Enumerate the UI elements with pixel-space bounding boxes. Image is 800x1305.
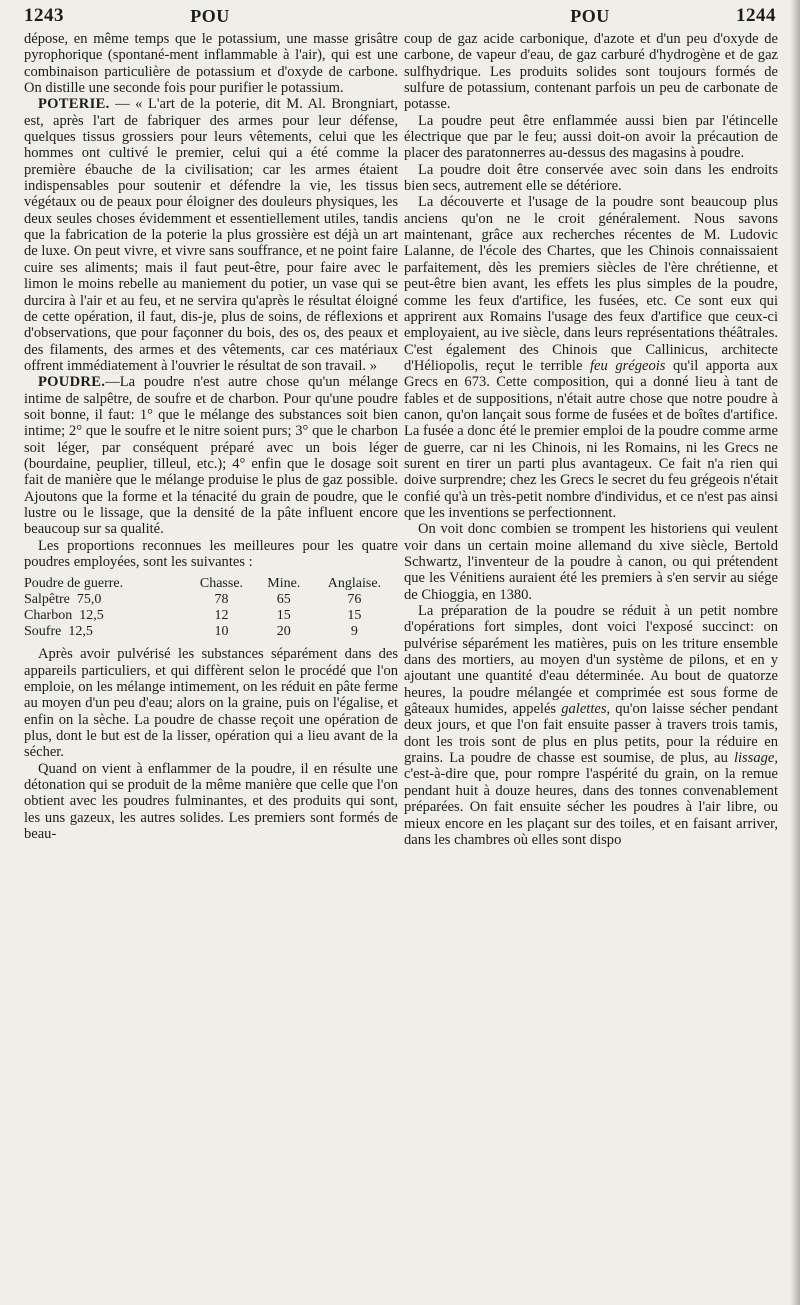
- page-edge-shadow: [790, 0, 800, 1305]
- table-cell-label: [24, 608, 186, 624]
- paragraph-decouverte-a: La découverte et l'usage de la poudre sont beaucoup plus anciens qu'on ne le croit généralement. Nous savons maintenant, grâce aux recherches récentes de M. Ludovic Lalanne, de l'école des Chartes, que les Chinois connaissaient parfaitement, dès les premiers siècles de l'ère chrétienne, et peut-être bien avant, les effets les plus simples de la poudre, comme les feux d'artifice, les fusées, etc. Ce sont eux qui apprirent aux Romains l'usage des feux d'artifice que ceux-ci employaient, au ive siècle, dans leurs représentations théâtrales. C'est également des Chinois que Callinicus, architecte d'Héliopolis, reçut le terrible: [404, 194, 778, 374]
- table-row: [24, 624, 398, 640]
- running-head-right: [404, 4, 776, 28]
- running-title-right: POU: [570, 5, 610, 26]
- paragraph-preparation-a: La préparation de la poudre se réduit à un petit nombre d'opérations fort simples, dont voici l'exposé succinct: on pulvérise séparément les matières, puis on les triture ensemble dans des mortiers, au moyen d'un système de pilons, et en y ajoutant une quantité d'eau déterminée. Au bout de quatorze heures, la poudre mélangée et comprimée est sous forme de gâteaux humides, appelés: [404, 603, 778, 718]
- table-cell-label: [24, 592, 186, 608]
- left-column: [24, 31, 398, 842]
- table-cell: 78: [214, 592, 229, 608]
- paragraph-quand: Quand on vient à enflammer de la poudre, il en résulte une détonation qui se produit de la même manière que celle que l'on obtient avec les poudres fulminantes, et des produits qui sont, les uns gazeux, les autres solides. Les premiers sont formés de beau-: [24, 760, 398, 843]
- headword-poudre: POUDRE.: [38, 374, 106, 391]
- paragraph-apres: Après avoir pulvérisé les substances séparément dans des appareils particuliers, et qui diffèrent selon le procédé que l'on emploie, on les mélange intimement, on les réduit en pâte ferme au moyen d'un peu d'eau; alors on la graine, puis on l'égalise, et enfin on la sèche. La poudre de chasse reçoit une opération de plus, dont le but est de la lisser, opération qui a lieu avant de la sécher.: [24, 646, 398, 761]
- paragraph-proportions: Les proportions reconnues les meilleures pour les quatre poudres employées, sont les suivantes :: [24, 537, 398, 570]
- paragraph-preparation-c: , c'est-à-dire que, pour rompre l'aspérité du grain, on la remue pendant huit à douze heures, dans des tonnes convenablement préparées. On fait ensuite sécher les poudres à l'air libre, ou mieux encore en les plaçant sur des toiles, et en faisant arriver, dans les chambres où elles sont dispo: [404, 750, 778, 848]
- entry-poudre: [24, 374, 398, 537]
- table-row: [24, 592, 398, 608]
- running-title-left: POU: [190, 5, 230, 26]
- paragraph-decouverte-b: qu'il apporta aux Grecs en 673. Cette composition, qui a donné lieu à tant de fables et de suppositions, n'était autre chose que notre poudre à canon, qu'on lançait sous forme de fusées et de boîtes d'artifice. La fusée a donc été le premier emploi de la poudre comme arme de guerre, car ni les Chinois, ni les Romains, ni les Grecs ne surent en tirer un parti plus avantageux. Ce fait n'a rien qui doive surprendre; chez les Grecs le secret du feu grégeois n'était confié qu'à un très-petit nombre d'individus, et ce n'est pas ainsi que les inventions se perfectionnent.: [404, 357, 779, 521]
- row-label: Charbon: [24, 608, 73, 624]
- table-cell: 15: [347, 608, 362, 624]
- table-cell: 12: [214, 608, 229, 624]
- paragraph-gaz: coup de gaz acide carbonique, d'azote et d'un peu d'oxyde de carbone, de vapeur d'eau, de gaz carburé d'hydrogène et de gaz sulfhydrique. Les produits solides sont toujours formés de sulfure de potassium, contenant parfois un peu de carbonate de potasse.: [404, 31, 778, 113]
- table-cell-label: [24, 624, 186, 640]
- paragraph-decouverte: [404, 194, 778, 521]
- row-label: Salpêtre: [24, 592, 70, 608]
- cell-value: 12,5: [79, 608, 104, 624]
- running-head-left: [24, 4, 396, 28]
- table-cell: 20: [276, 624, 291, 640]
- table-row: [24, 608, 398, 624]
- cell-value: 75,0: [76, 592, 102, 608]
- cell-value: 12,5: [68, 624, 93, 640]
- table-header-cell: Mine.: [267, 576, 301, 592]
- paragraph-preparation-b: , qu'on laisse sécher pendant deux jours, et que l'on fait ensuite passer à travers trois tamis, dont les trois sont de plus en plus petits, pour la réduire en grains. La poudre de chasse est soumise, de plus, au: [404, 701, 778, 767]
- page-number-right: 1244: [736, 5, 776, 26]
- entry-poudre-text: —La poudre n'est autre chose qu'un mélange intime de salpêtre, de soufre et de charbon. Pour qu'une poudre soit bonne, il faut: 1° que le mélange des substances soit bien intime; 2° que le soufre et le nitre soient purs; 3° que le charbon soit léger, par conséquent préparé avec un bois léger (bourdaine, peuplier, tilleul, etc.); 4° enfin que le dosage soit fait de manière que le mélange produise le plus de gaz possible. Ajoutons que la forme et la ténacité du grain de poudre, que le lustre ou le lissage, que la densité de la pâte influent encore beaucoup sur sa qualité.: [24, 374, 398, 538]
- table-header-cell: Chasse.: [199, 576, 244, 592]
- entry-poterie-text: — « L'art de la poterie, dit M. Al. Brongniart, est, après l'art de fabriquer des armes pour leur défense, quelques tissus grossiers pour leurs vêtements, celui que les hommes ont cultivé le premier, celui qui a été comme la première ébauche de la civilisation; car les armes étaient indispensables pour soutenir et défendre la vie, les tissus végétaux ou de peaux pour éloigner des douleurs physiques, les deux seules choses évidemment et essentiellement utiles, tandis que la fabrication de la poterie la plus grossière est déjà un art de luxe. On peut vivre, et vivre sans souffrance, et ne point faire cuire ses aliments; mais il faut peut-être, pour faire avec le limon le moins rebelle au maniement du potier, un vase qui se durcira à l'air et au feu, et ne servira qu'après le résultat éloigné de cette opération, il faut, dis-je, plus de soins, de réflexions et d'observations, que pour façonner du bois, des os, des peaux et des filaments, des armes et des vêtements, car ces matériaux offrent immédiatement à l'ouvrier le résultat de son travail. »: [24, 96, 398, 374]
- row-label: Soufre: [24, 624, 62, 640]
- right-column: [404, 31, 778, 848]
- paragraph-historiens: On voit donc combien se trompent les historiens qui veulent voir dans un certain moine allemand du xive siècle, Bertold Schwartz, l'inventeur de la poudre à canon, ou qui prétendent que les Vénitiens auraient été les premiers à s'en servir au siége de Chioggia, en 1380.: [404, 521, 778, 603]
- term-feu-gregeois: feu grégeois: [589, 357, 666, 374]
- table-cell: 15: [276, 608, 291, 624]
- table-header-row: [24, 576, 398, 592]
- term-galettes: galettes: [561, 701, 607, 718]
- proportions-table: [24, 576, 398, 640]
- entry-poterie: [24, 96, 398, 374]
- table-header-cell: Poudre de guerre.: [24, 576, 124, 592]
- paragraph-potassium-end: dépose, en même temps que le potassium, une masse grisâtre pyrophorique (spontané-ment inflammable à l'air), qui est une combinaison particulière de potassium et d'oxyde de carbone. On distille une seconde fois pour purifier le potassium.: [24, 31, 398, 97]
- page-number-left: 1243: [24, 5, 64, 26]
- paragraph-conservation: La poudre doit être conservée avec soin dans les endroits bien secs, autrement elle se détériore.: [404, 161, 778, 195]
- table-header-cell: Anglaise.: [327, 576, 382, 592]
- headword-poterie: POTERIE.: [38, 96, 110, 113]
- table-cell: 9: [350, 624, 358, 640]
- term-lissage: lissage: [733, 750, 775, 767]
- table-cell: 65: [276, 592, 291, 608]
- paragraph-preparation: [404, 603, 778, 848]
- paragraph-etincelle: La poudre peut être enflammée aussi bien par l'étincelle électrique que par le feu; aussi doit-on avoir la précaution de placer des paratonnerres au-dessus des magasins à poudre.: [404, 112, 778, 162]
- table-cell: 10: [214, 624, 229, 640]
- table-cell: 76: [347, 592, 362, 608]
